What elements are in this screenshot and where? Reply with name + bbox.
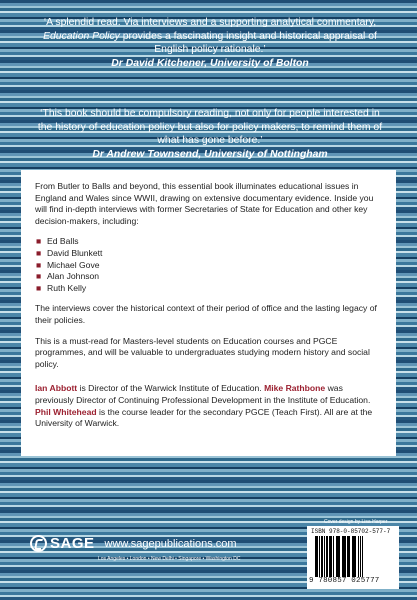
list-item: ■ Michael Gove (36, 259, 100, 270)
quote-1-text: ‘A splendid read. Via interviews and a supporting analytical commentary, Education Policy provides a fascinating insight and historical appraisal of English policy rationale.’ (43, 17, 377, 55)
blurb-audience: This is a must-read for Masters-level students on Education courses and PGCE programmes, and will be valuable to undergraduates studying modern history and social policy. (35, 335, 370, 369)
blurb-intro: From Butler to Balls and beyond, this essential book illuminates educational issues in England and Wales since WWII, drawing on extensive documentary evidence. Inside you will find in-depth interviews with former Secretaries of State for Education and other key decision-makers, including: (35, 181, 374, 226)
list-item: ■ Alan Johnson (36, 271, 100, 282)
publisher-block (30, 535, 241, 562)
list-item: ■ David Blunkett (36, 247, 103, 258)
interviewee-list (35, 236, 382, 294)
quote-1-attribution: Dr David Kitchener, University of Bolton (111, 57, 309, 69)
barcode-number: 9 780857 025777 (309, 577, 380, 585)
sage-logo-icon (30, 535, 47, 552)
bullet-icon: ■ (36, 247, 42, 258)
publisher-name: SAGE (50, 535, 95, 552)
barcode-bar (363, 536, 364, 577)
author-name: Mike Rathbone (264, 383, 326, 394)
bullet-icon: ■ (36, 236, 42, 247)
list-item: ■ Ruth Kelly (36, 282, 87, 293)
quote-2-attribution: Dr Andrew Townsend, University of Nottingham (92, 148, 328, 160)
author-name: Ian Abbott (35, 383, 78, 394)
isbn-label: ISBN 978-0-85702-577-7 (311, 528, 391, 535)
cover-design-credit: Cover design by Lisa Harper (324, 519, 388, 525)
blurb-panel (21, 170, 396, 456)
isbn-barcode (307, 526, 399, 589)
review-quote-2 (33, 107, 387, 161)
quote-2-text: ‘This book should be compulsory reading, not only for people interested in the history of education policy but also for policy makers, to remind them of what has gone before.’ (37, 108, 383, 146)
bullet-icon: ■ (36, 259, 42, 270)
bullet-icon: ■ (36, 271, 42, 282)
barcode-bars (315, 536, 395, 577)
review-quote-1 (33, 16, 387, 70)
list-item: ■ Ed Balls (36, 236, 79, 247)
author-name: Phil Whitehead (35, 406, 97, 417)
publisher-url: www.sagepublications.com (104, 537, 237, 550)
author-bios: Ian Abbott is Director of the Warwick Institute of Education. Mike Rathbone was previously Director of Continuing Professional Development in the Institute of Education. Phil Whitehead is the course leader for the secondary PGCE (Teach First). All are at the University of Warwick. (35, 383, 373, 429)
blurb-context: The interviews cover the historical context of their period of office and the lasting legacy of their policies. (35, 303, 377, 325)
publisher-cities: Los Angeles • London • New Delhi • Singapore • Washington DC (98, 556, 241, 562)
bullet-icon: ■ (36, 282, 42, 293)
